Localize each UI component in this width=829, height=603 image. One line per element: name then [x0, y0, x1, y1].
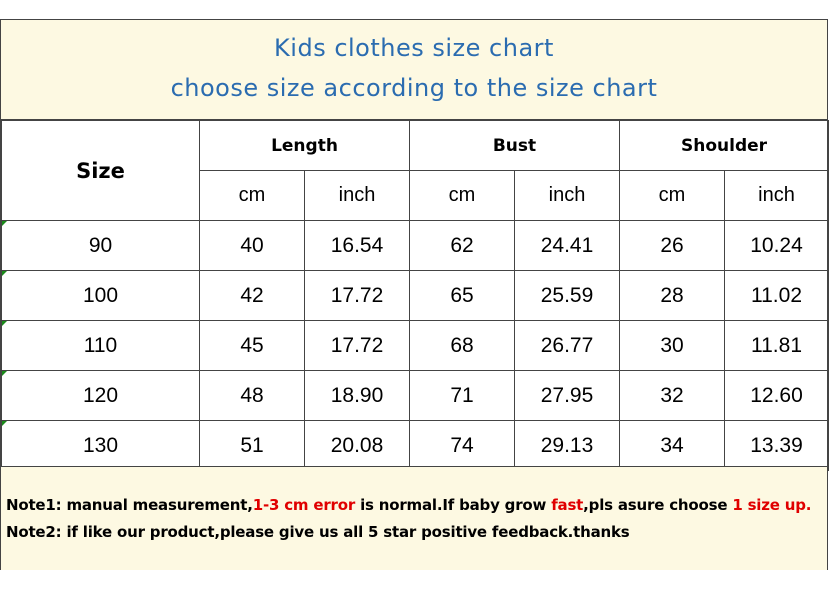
length-cm-cell: 51 — [200, 421, 305, 471]
shoulder-cm-cell: 30 — [620, 321, 725, 371]
table-row — [2, 221, 829, 271]
shoulder-group-header: Shoulder — [620, 121, 829, 171]
chart-header — [1, 20, 827, 120]
shoulder-inch-cell: 12.60 — [725, 371, 829, 421]
note-2: Note2: if like our product,please give us all 5 star positive feedback.thanks — [6, 523, 630, 541]
unit-header: inch — [725, 171, 829, 221]
length-cm-cell: 48 — [200, 371, 305, 421]
bust-cm-cell: 62 — [410, 221, 515, 271]
bust-inch-cell: 25.59 — [515, 271, 620, 321]
shoulder-inch-cell: 13.39 — [725, 421, 829, 471]
bust-inch-cell: 26.77 — [515, 321, 620, 371]
note-1-fast: fast — [551, 496, 584, 514]
length-cm-cell: 42 — [200, 271, 305, 321]
group-header-row — [2, 121, 829, 171]
length-inch-cell: 16.54 — [305, 221, 410, 271]
size-cell: 90 — [2, 221, 200, 271]
bust-group-header: Bust — [410, 121, 620, 171]
length-inch-cell: 17.72 — [305, 321, 410, 371]
shoulder-cm-cell: 28 — [620, 271, 725, 321]
length-cm-cell: 40 — [200, 221, 305, 271]
note-1-after: ,pls asure choose — [583, 496, 733, 514]
length-inch-cell: 17.72 — [305, 271, 410, 321]
bust-cm-cell: 65 — [410, 271, 515, 321]
table-row — [2, 271, 829, 321]
note-1-middle: is normal.If baby grow — [355, 496, 552, 514]
bust-cm-cell: 71 — [410, 371, 515, 421]
size-column-header: Size — [2, 121, 200, 221]
size-cell: 110 — [2, 321, 200, 371]
table-row — [2, 321, 829, 371]
chart-title: Kids clothes size chart — [274, 34, 554, 62]
table-row — [2, 371, 829, 421]
chart-subtitle: choose size according to the size chart — [170, 74, 658, 102]
length-group-header: Length — [200, 121, 410, 171]
length-cm-cell: 45 — [200, 321, 305, 371]
note-1-error-range: 1-3 cm error — [252, 496, 356, 514]
bust-cm-cell: 68 — [410, 321, 515, 371]
size-cell: 100 — [2, 271, 200, 321]
bust-inch-cell: 24.41 — [515, 221, 620, 271]
size-table — [1, 120, 829, 471]
unit-header: cm — [410, 171, 515, 221]
note-1-size-up: 1 size up. — [732, 496, 812, 514]
table-row — [2, 421, 829, 471]
shoulder-inch-cell: 10.24 — [725, 221, 829, 271]
bust-cm-cell: 74 — [410, 421, 515, 471]
shoulder-inch-cell: 11.81 — [725, 321, 829, 371]
length-inch-cell: 20.08 — [305, 421, 410, 471]
length-inch-cell: 18.90 — [305, 371, 410, 421]
unit-header: cm — [620, 171, 725, 221]
shoulder-cm-cell: 32 — [620, 371, 725, 421]
size-cell: 120 — [2, 371, 200, 421]
shoulder-cm-cell: 26 — [620, 221, 725, 271]
size-chart-sheet — [0, 19, 828, 570]
shoulder-inch-cell: 11.02 — [725, 271, 829, 321]
note-1-prefix: Note1: manual measurement, — [6, 496, 253, 514]
unit-header: inch — [515, 171, 620, 221]
bust-inch-cell: 29.13 — [515, 421, 620, 471]
unit-header: inch — [305, 171, 410, 221]
unit-header: cm — [200, 171, 305, 221]
note-1 — [6, 496, 811, 514]
size-cell: 130 — [2, 421, 200, 471]
notes-panel — [1, 466, 827, 570]
bust-inch-cell: 27.95 — [515, 371, 620, 421]
shoulder-cm-cell: 34 — [620, 421, 725, 471]
